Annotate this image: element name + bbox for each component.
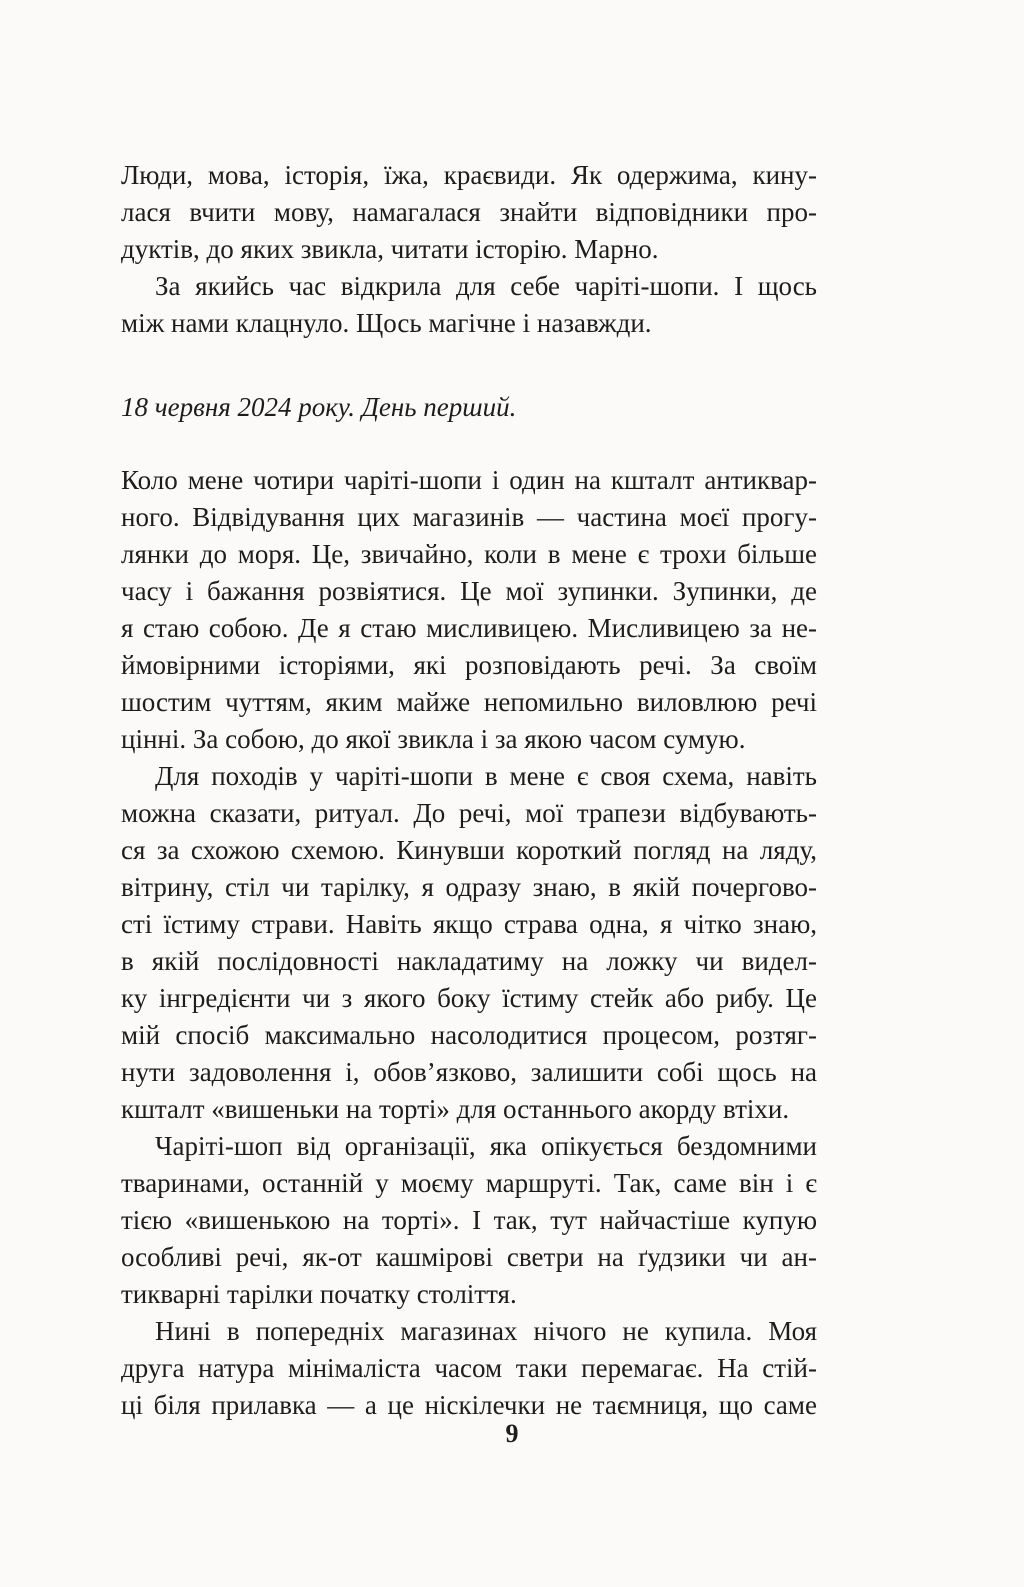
text-line: мій спосіб максимально насолодитися процесом, розтяг-	[121, 1020, 817, 1050]
text-line: сті їстиму страви. Навіть якщо страва одна, я чітко знаю,	[121, 909, 817, 939]
text-line: друга натура мінімаліста часом таки перемагає. На стій-	[121, 1353, 817, 1383]
text-line: Чаріті-шоп від організації, яка опікується бездомними	[155, 1131, 817, 1161]
text-line: лася вчити мову, намагалася знайти відповідники про-	[121, 197, 817, 227]
text-line: Для походів у чаріті-шопи в мене є своя схема, навіть	[155, 761, 817, 791]
text-line: дуктів, до яких звикла, читати історію. Марно.	[121, 234, 659, 264]
text-line: Коло мене чотири чаріті-шопи і один на кшталт антиквар-	[121, 465, 817, 495]
text-line: тваринами, останній у моєму маршруті. Так, саме він і є	[121, 1168, 817, 1198]
text-line: вітрину, стіл чи тарілку, я одразу знаю, в якій почергово-	[121, 872, 817, 902]
text-line: ного. Відвідування цих магазинів — частина моєї прогу-	[121, 502, 817, 532]
entry-heading: 18 червня 2024 року. День перший.	[121, 392, 517, 422]
text-line: можна сказати, ритуал. До речі, мої трапези відбувають-	[121, 798, 817, 828]
text-line: я стаю собою. Де я стаю мисливицею. Мисливицею за не-	[121, 613, 817, 643]
text-line: Люди, мова, історія, їжа, краєвиди. Як одержима, кину-	[121, 160, 817, 190]
text-line: тією «вишенькою на торті». І так, тут найчастіше купую	[121, 1205, 817, 1235]
text-line: нути задоволення і, обов’язково, залишити собі щось на	[121, 1057, 817, 1087]
text-line: лянки до моря. Це, звичайно, коли в мене є трохи більше	[121, 539, 817, 569]
text-line: ймовірними історіями, які розповідають речі. За своїм	[121, 650, 817, 680]
text-line: За якийсь час відкрила для себе чаріті-шопи. І щось	[155, 271, 817, 301]
text-line: ці біля прилавка — а це ніскілечки не таємниця, що саме	[121, 1390, 817, 1420]
text-line: ся за схожою схемою. Кинувши короткий погляд на ляду,	[121, 835, 817, 865]
text-line: в якій послідовності накладатиму на ложку чи видел-	[121, 946, 817, 976]
text-line: цінні. За собою, до якої звикла і за якою часом сумую.	[121, 724, 746, 754]
text-line: часу і бажання розвіятися. Це мої зупинки. Зупинки, де	[121, 576, 817, 606]
text-line: тикварні тарілки початку століття.	[121, 1279, 517, 1309]
text-line: між нами клацнуло. Щось магічне і назавжди.	[121, 308, 652, 338]
text-line: особливі речі, як-от кашмірові светри на ґудзики чи ан-	[121, 1242, 817, 1272]
text-line: кшталт «вишеньки на торті» для останнього акорду втіхи.	[121, 1094, 790, 1124]
text-line: ку інгредієнти чи з якого боку їстиму стейк або рибу. Це	[121, 983, 817, 1013]
text-line: шостим чуттям, яким майже непомильно виловлюю речі	[121, 687, 817, 717]
page-number: 9	[505, 1419, 519, 1448]
text-line: Нині в попередніх магазинах нічого не купила. Моя	[155, 1316, 817, 1346]
